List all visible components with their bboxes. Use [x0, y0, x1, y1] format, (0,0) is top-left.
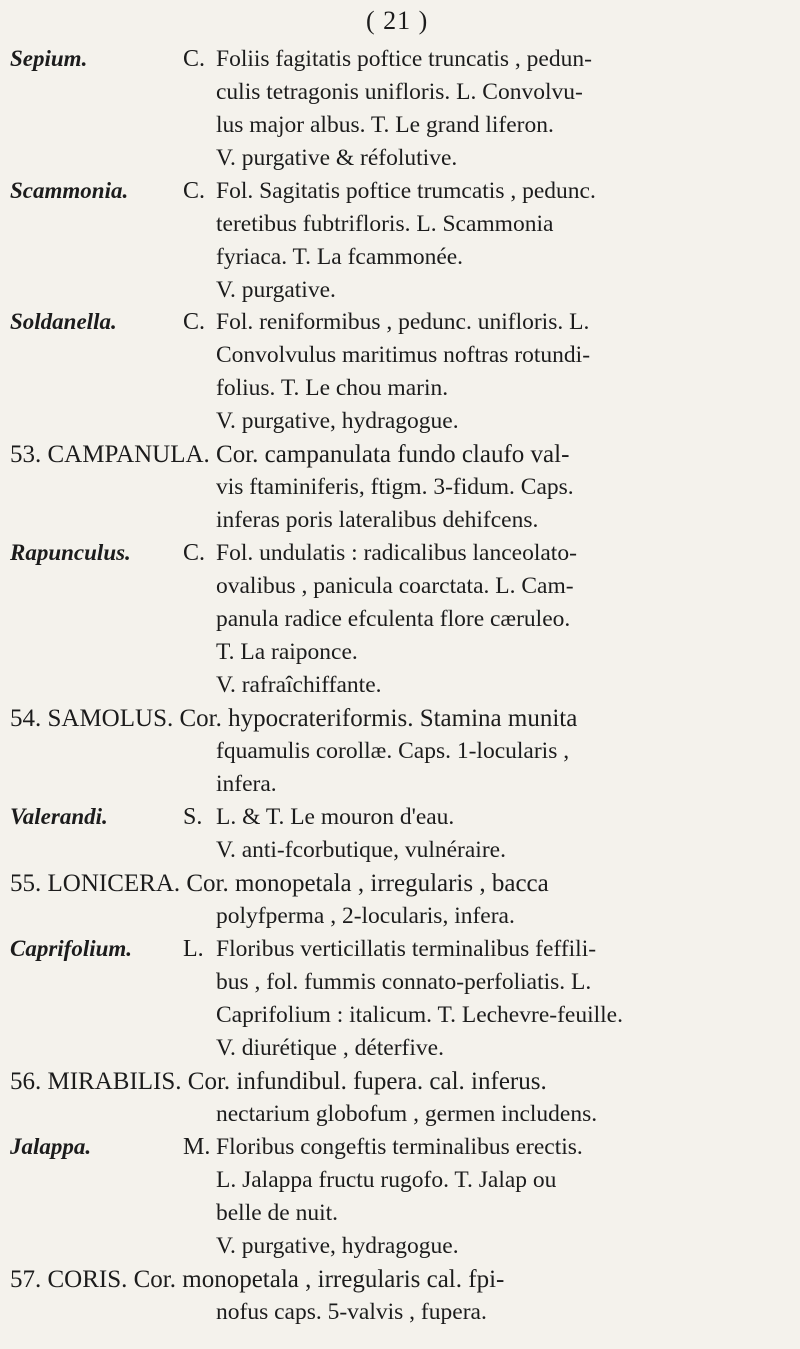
description-line: T. La raiponce.: [216, 639, 358, 665]
page-number: ( 21 ): [366, 6, 429, 35]
description-line: bus , fol. fummis connato-perfoliatis. L.: [216, 969, 592, 995]
description-line: infera.: [216, 771, 277, 797]
description-line: Convolvulus maritimus noftras rotundi-: [216, 342, 591, 368]
description-line: belle de nuit.: [216, 1200, 339, 1226]
entry-campanula: [10, 441, 790, 540]
author-marker: L.: [183, 936, 204, 962]
author-marker: S.: [183, 804, 203, 830]
genus-heading: 53. CAMPANULA. Cor. campanulata fundo claufo val-: [10, 441, 570, 468]
description-line: V. diurétique , déterfive.: [216, 1035, 444, 1061]
species-label: Rapunculus.: [10, 540, 131, 565]
description-line: fquamulis corollæ. Caps. 1-locularis ,: [216, 738, 570, 764]
description-line: Caprifolium : italicum. T. Lechevre-feuille.: [216, 1002, 623, 1028]
description-line: folius. T. Le chou marin.: [216, 375, 449, 401]
species-label: Jalappa.: [10, 1134, 92, 1159]
species-label: Sepium.: [10, 46, 88, 71]
author-marker: C.: [183, 46, 206, 72]
species-label: Scammonia.: [10, 178, 129, 203]
entry-lonicera: [10, 870, 790, 936]
description-line: culis tetragonis unifloris. L. Convolvu-: [216, 79, 583, 105]
entry-soldanella: [10, 309, 790, 441]
description-line: Floribus congeftis terminalibus erectis.: [216, 1134, 583, 1160]
description-line: vis ftaminiferis, ftigm. 3-fidum. Caps.: [216, 474, 574, 500]
entry-valerandi: [10, 804, 790, 870]
description-line: nofus caps. 5-valvis , fupera.: [216, 1299, 487, 1325]
description-line: Fol. Sagitatis poftice trumcatis , pedunc.: [216, 178, 596, 204]
description-line: V. anti-fcorbutique, vulnéraire.: [216, 837, 506, 863]
description-line: panula radice efculenta flore cæruleo.: [216, 606, 571, 632]
description-line: L. & T. Le mouron d'eau.: [216, 804, 455, 830]
entry-sepium: [10, 46, 790, 178]
author-marker: C.: [183, 178, 206, 204]
genus-heading: 55. LONICERA. Cor. monopetala , irregularis , bacca: [10, 870, 549, 897]
description-line: Fol. reniformibus , pedunc. unifloris. L.: [216, 309, 590, 335]
description-line: V. purgative.: [216, 277, 336, 303]
species-label: Soldanella.: [10, 309, 117, 334]
description-line: ovalibus , panicula coarctata. L. Cam-: [216, 573, 574, 599]
description-line: V. purgative & réfolutive.: [216, 145, 458, 171]
species-label: Valerandi.: [10, 804, 108, 829]
entry-samolus: [10, 705, 790, 804]
description-line: polyfperma , 2-locularis, infera.: [216, 903, 515, 929]
description-line: Foliis fagitatis poftice truncatis , pedun-: [216, 46, 592, 72]
author-marker: M.: [183, 1134, 211, 1160]
description-line: V. purgative, hydragogue.: [216, 1233, 459, 1259]
genus-heading: 56. MIRABILIS. Cor. infundibul. fupera. cal. inferus.: [10, 1068, 547, 1095]
author-marker: C.: [183, 540, 206, 566]
entry-scammonia: [10, 178, 790, 310]
description-line: L. Jalappa fructu rugofo. T. Jalap ou: [216, 1167, 557, 1193]
description-line: lus major albus. T. Le grand liferon.: [216, 112, 554, 138]
genus-heading: 54. SAMOLUS. Cor. hypocrateriformis. Stamina munita: [10, 705, 578, 732]
description-line: Floribus verticillatis terminalibus feffili-: [216, 936, 597, 962]
description-line: V. rafraîchiffante.: [216, 672, 382, 698]
description-line: V. purgative, hydragogue.: [216, 408, 459, 434]
description-line: fyriaca. T. La fcammonée.: [216, 244, 464, 270]
genus-heading: 57. CORIS. Cor. monopetala , irregularis cal. fpi-: [10, 1266, 505, 1293]
entry-jalappa: [10, 1134, 790, 1266]
description-line: teretibus fubtrifloris. L. Scammonia: [216, 211, 554, 237]
entry-caprifolium: [10, 936, 790, 1068]
species-label: Caprifolium.: [10, 936, 133, 961]
entry-rapunculus: [10, 540, 790, 705]
entry-coris: [10, 1266, 790, 1332]
description-line: nectarium globofum , germen includens.: [216, 1101, 598, 1127]
entry-mirabilis: [10, 1068, 790, 1134]
author-marker: C.: [183, 309, 206, 335]
description-line: inferas poris lateralibus dehifcens.: [216, 507, 539, 533]
description-line: Fol. undulatis : radicalibus lanceolato-: [216, 540, 577, 566]
